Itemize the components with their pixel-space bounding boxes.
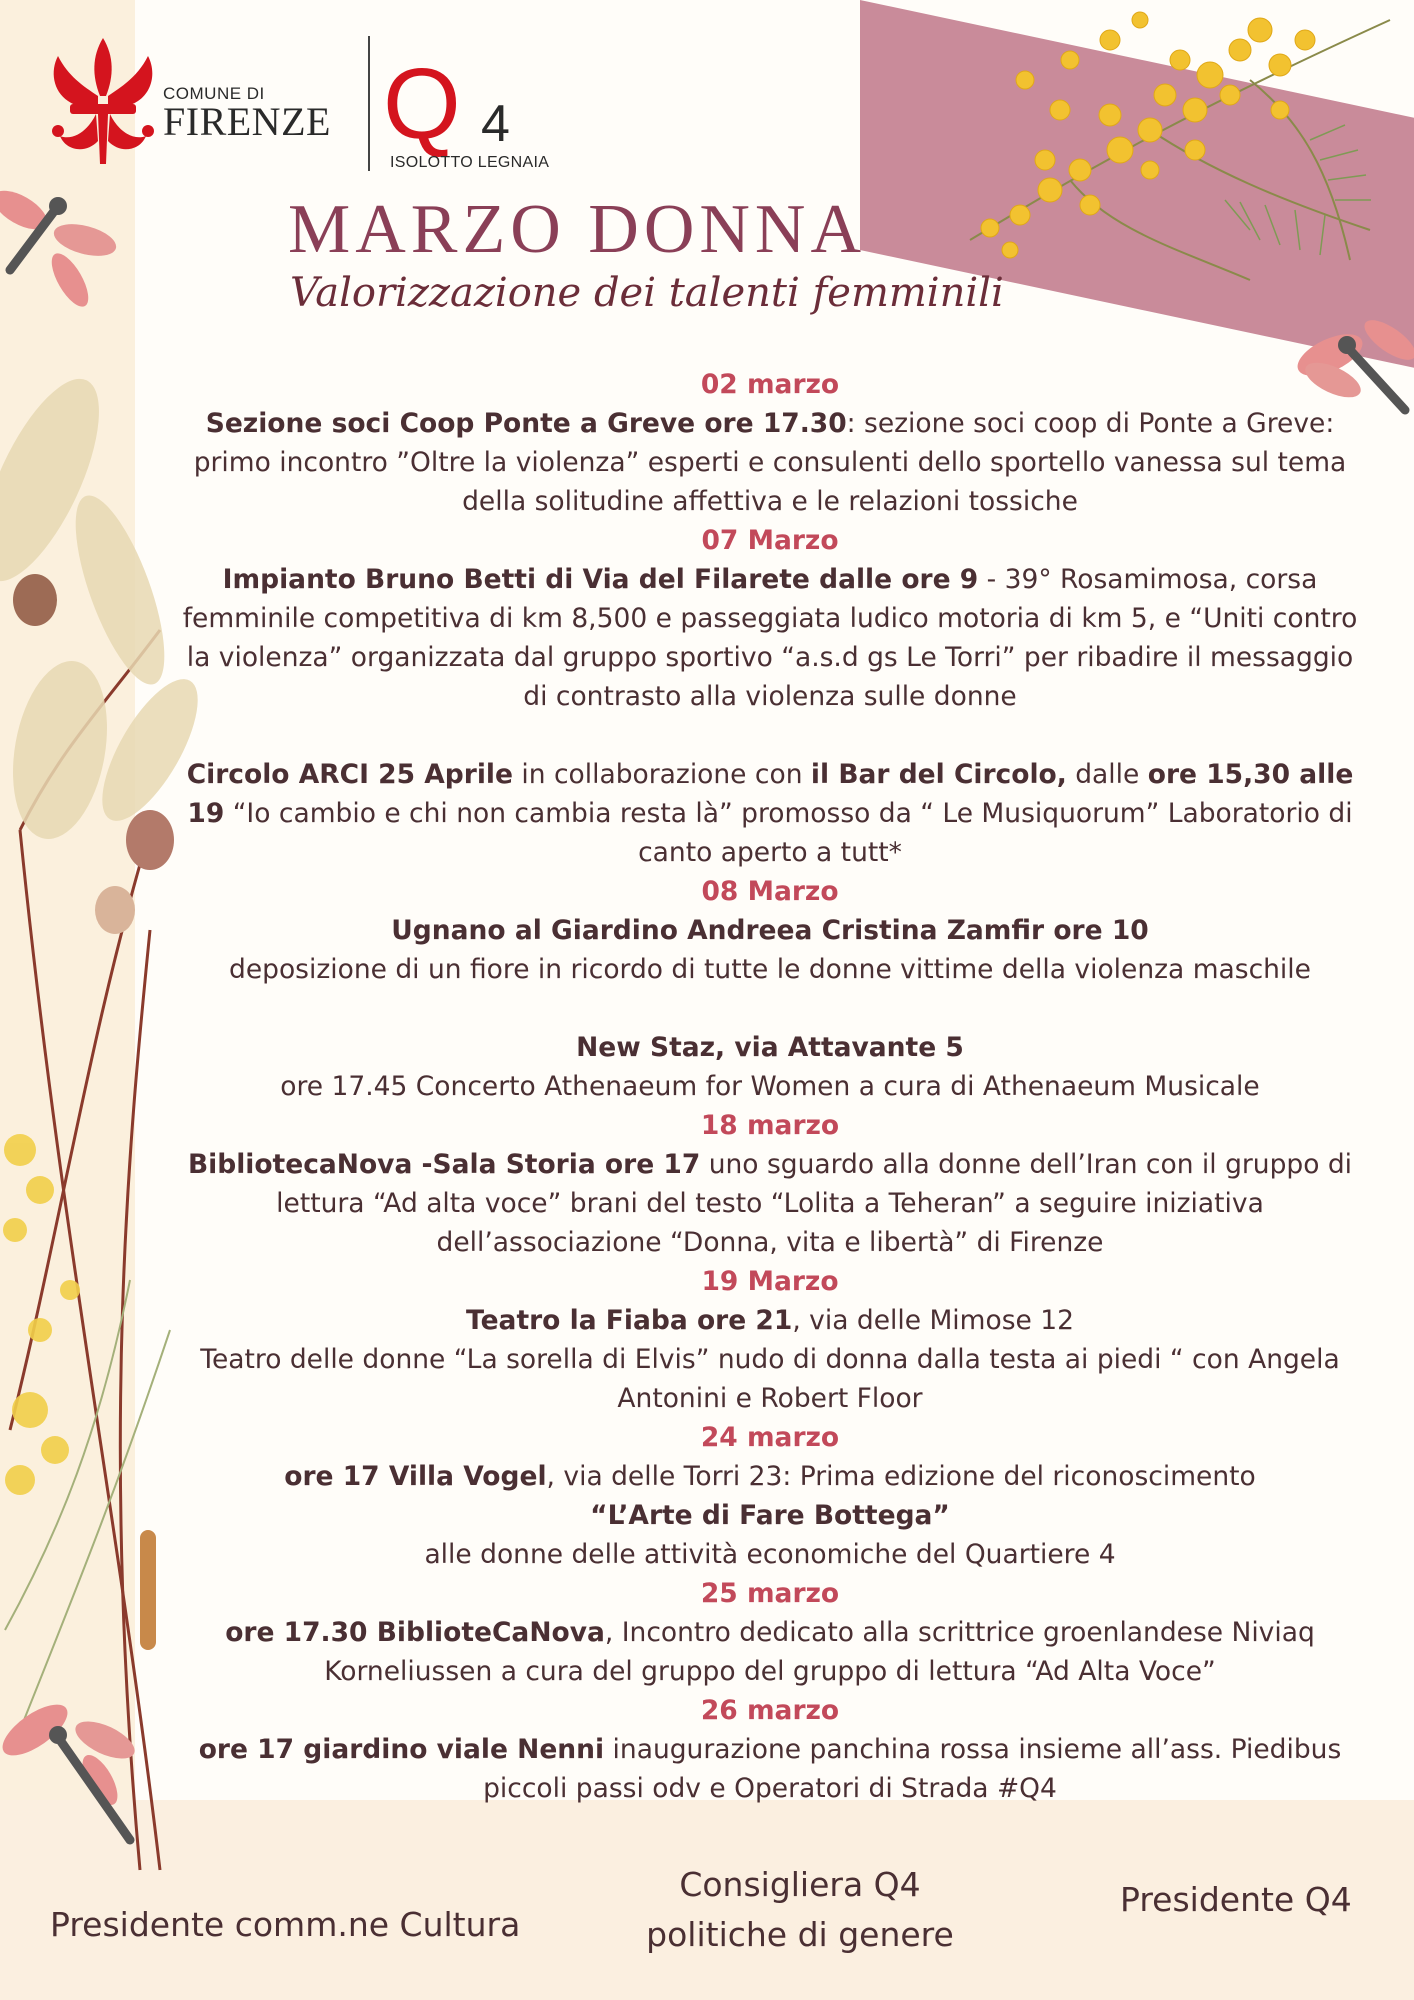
- event-description: [175, 1730, 1365, 1808]
- event-date: 24 marzo: [700, 1422, 840, 1453]
- event-venue: Circolo ARCI 25 Aprile: [186, 759, 513, 790]
- q4-subtitle: ISOLOTTO LEGNAIA: [390, 154, 550, 171]
- event-description: [175, 1301, 1365, 1340]
- event-date: 02 marzo: [700, 369, 840, 400]
- title-block: [0, 190, 1414, 270]
- event-date: 25 marzo: [700, 1578, 840, 1609]
- event-text: , Incontro dedicato alla scrittrice groenlandese Niviaq Korneliussen a cura del gruppo del gruppo di lettura “Ad Alta Voce”: [324, 1617, 1315, 1687]
- event-text: in collaborazione con: [512, 759, 811, 790]
- event-text: deposizione di un fiore in ricordo di tutte le donne vittime della violenza maschile: [229, 954, 1311, 985]
- event-text: dalle: [1066, 759, 1148, 790]
- header-logos: [48, 36, 568, 176]
- award-title: “L’Arte di Fare Bottega”: [590, 1500, 950, 1531]
- event-text: alle donne delle attività economiche del Quartiere 4: [424, 1539, 1116, 1570]
- spacer: [175, 716, 1365, 755]
- event-text: : sezione soci coop di Ponte a Greve: primo incontro ”Oltre la violenza” esperti e consulenti dello sportello vanessa sul tema della solitudine affettiva e le relazioni tossiche: [193, 408, 1347, 517]
- firenze-label: FIRENZE: [163, 99, 331, 144]
- logo-divider: [368, 36, 370, 171]
- event-description: [175, 404, 1365, 521]
- event-venue: ore 17 giardino viale Nenni: [198, 1734, 605, 1765]
- event-description: [175, 1457, 1365, 1496]
- spacer: [175, 989, 1365, 1028]
- event-text: , via delle Mimose 12: [792, 1305, 1074, 1336]
- event-text: , via delle Torri 23: Prima edizione del riconoscimento: [546, 1461, 1256, 1492]
- event-description: [175, 560, 1365, 716]
- event-date: 19 Marzo: [701, 1266, 839, 1297]
- page-subtitle: Valorizzazione dei talenti femminili: [290, 270, 1004, 316]
- event-venue: Impianto Bruno Betti di Via del Filarete dalle ore 9: [222, 564, 979, 595]
- event-date: 26 marzo: [700, 1695, 840, 1726]
- event-date: 07 Marzo: [701, 525, 839, 556]
- signature-center-line2: politiche di genere: [646, 1915, 954, 1954]
- event-venue: Teatro la Fiaba ore 21: [466, 1305, 793, 1336]
- event-text: “Io cambio e chi non cambia resta là” promosso da “ Le Musiquorum” Laboratorio di canto aperto a tutt*: [224, 798, 1353, 868]
- events-list: [175, 365, 1365, 1808]
- event-description: [175, 1613, 1365, 1691]
- signature-right: Presidente Q4: [1120, 1880, 1352, 1919]
- q4-letter: Q: [383, 48, 461, 160]
- event-venue: ore 17.30 BiblioteCaNova: [225, 1617, 605, 1648]
- event-venue: Sezione soci Coop Ponte a Greve ore 17.30: [205, 408, 847, 439]
- event-text: ore 17.45 Concerto Athenaeum for Women a cura di Athenaeum Musicale: [280, 1071, 1260, 1102]
- event-date: 18 marzo: [700, 1110, 840, 1141]
- event-text: - 39° Rosamimosa, corsa femminile competitiva di km 8,500 e passeggiata ludico motoria di km 5, e “Uniti contro la violenza” organizzata dal gruppo sportivo “a.s.d gs Le Torri” per ribadire il messaggio di contrasto alla violenza sulle donne: [182, 564, 1358, 712]
- event-description: [175, 755, 1365, 872]
- page-title: MARZO DONNA: [287, 191, 867, 268]
- florence-lily-logo-icon: [48, 36, 158, 166]
- signature-left: Presidente comm.ne Cultura: [50, 1905, 521, 1944]
- comune-firenze-wordmark: [163, 84, 331, 144]
- event-description: [175, 1145, 1365, 1262]
- event-text: uno sguardo alla donne dell’Iran con il gruppo di lettura “Ad alta voce” brani del testo “Lolita a Teheran” a seguire iniziativa dell’associazione “Donna, vita e libertà” di Firenze: [276, 1149, 1353, 1258]
- q4-number: 4: [481, 95, 510, 153]
- signature-center-line1: Consigliera Q4: [679, 1865, 921, 1904]
- signature-center: [620, 1860, 980, 1960]
- event-venue: il Bar del Circolo,: [810, 759, 1067, 790]
- event-venue: Ugnano al Giardino Andreea Cristina Zamfir ore 10: [391, 915, 1149, 946]
- dragonfly-bottom-left-illustration: [0, 1690, 150, 1860]
- event-venue: BibliotecaNova -Sala Storia ore 17: [187, 1149, 701, 1180]
- event-text: inaugurazione panchina rossa insieme all’ass. Piedibus piccoli passi odv e Operatori di Strada #Q4: [483, 1734, 1342, 1804]
- event-text: Teatro delle donne “La sorella di Elvis” nudo di donna dalla testa ai piedi “ con Angela Antonini e Robert Floor: [200, 1344, 1340, 1414]
- event-date: 08 Marzo: [701, 876, 839, 907]
- comune-label: COMUNE DI: [163, 84, 265, 103]
- event-venue: ore 17 Villa Vogel: [284, 1461, 547, 1492]
- event-venue: New Staz, via Attavante 5: [576, 1032, 964, 1063]
- event-time: ore 15,30 alle 19: [187, 759, 1354, 829]
